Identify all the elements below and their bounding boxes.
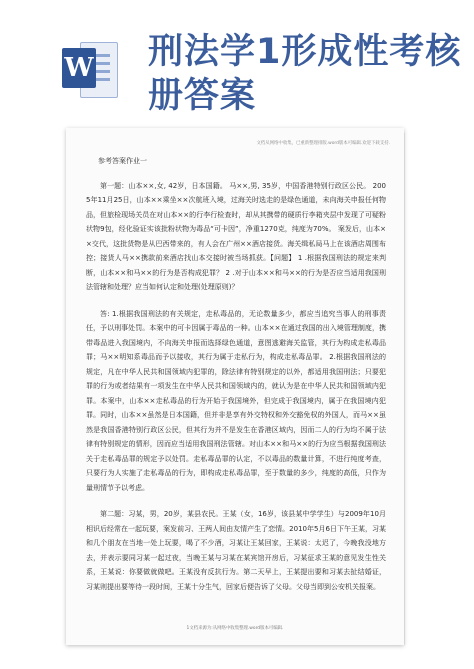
document-title: 刑法学1形成性考核册答案 (148, 32, 462, 116)
word-icon (62, 38, 118, 100)
word-icon-letter: W (62, 48, 96, 88)
document-page (66, 128, 404, 645)
document-banner (0, 0, 474, 118)
document-body (86, 154, 386, 594)
header-note: 文档从网络中收集，已重新整理排版.word版本可编辑.欢迎下载支持. (256, 141, 390, 146)
footer-note: 1文档来源为:从网络中收集整理.word版本可编辑. (186, 626, 284, 631)
paragraph-answer-one: 答: 1.根据我国刑法的有关规定，走私毒品的，无论数量多少，都应当追究当事人的刑事责任，予以刑事处罚。本案中的可卡因属于毒品的一种。山本××在通过我国的出入境管理制度，携带毒品进入我国境内，不向海关申报而选择绿色通道，意图逃避海关监管，其行为构成走私毒品罪；马××明知系毒品而予以接收，其行为属于走私行为，构成走私毒品罪。 2.根据我国刑法的规定，凡在中华人民共和国领域内犯罪的，除法律有特别规定的以外，都适用我国刑法；只要犯罪的行为或者结果有一项发生在中华人民共和国领域内的，就认为是在中华人民共和国领域内犯罪。本案中，山本××走私毒品的行为开始于我国境外，但完成于我国境内，属于在我国境内犯罪。同时，山本××虽然是日本国籍，但并非是享有外交特权和外交豁免权的外国人，而马××虽然是我国香港特别行政区公民，但其行为并不是发生在香港区域内，因而二人的行为均不属于法律有特别规定的情形，因而应当适用我国刑法管辖。对山本××和马××的行为应当根据我国刑法关于走私毒品罪的规定予以处罚。走私毒品罪的认定，不以毒品的数量计算，不进行纯度考查，只要行为人实施了走私毒品的行为，即构成走私毒品罪，至于数量的多少，纯度的高低，只作为量刑情节予以考虑。 (86, 309, 386, 492)
paragraph-question-two: 第二题：习某，男，20岁，某县农民。王某（女，16岁，该县某中学学生）与2009年10月相识后经常在一起玩要，案发前习、王两人间由友情产生了恋情。2010年5月6日下午王某，习某和几个朋友在当地一处上玩要，喝了不少酒，习某让王某回家，王某说：太迟了，今晚我没地方去，并表示要同习某一起过夜，当晚王某与习某在某宾馆开房后，习某征求王某的意见发生性关系，王某说：你要做就做吧。王某没有反抗行为。第二天早上，王某提出要和习某去扯结婚证，习某则提出要等待一段时间，王某十分生气，回家后便告诉了父母。父母当即到公安机关报案。 (86, 510, 386, 591)
paragraph-question-one: 第一题：山本××,女, 42岁，日本国籍。 马××,男, 35岁，中国香港特别行政区公民。 2005年11月25日，山本××乘坐××次航班入境，过海关时选走的是绿色通道，未向海关申报任何物品，但旅检现场关员在对山本××的行李行检查时，却从其携带的硬质行李箱夹层中发现了可疑粉状物9包，经化验证实该批粉状物为毒品“可卡因”，净重1270克，纯度为70%。 案发后，山本××交代，这批货物是从巴西带来的，有人会在广州××酒店接货。海关缉私局马上在该酒店周围布控；接货人马××携款前来酒店找山本交接时被当场抓获。【问题】 1 .根据我国刑法的规定来判断，山本××和马××的行为是否构成犯罪？ 2 .对于山本××和马××的行为是否应当适用我国刑法管辖和处理？应当如何认定和处理(处理原则)？ (86, 181, 386, 291)
section-heading: 参考答案作业一 (98, 157, 147, 165)
